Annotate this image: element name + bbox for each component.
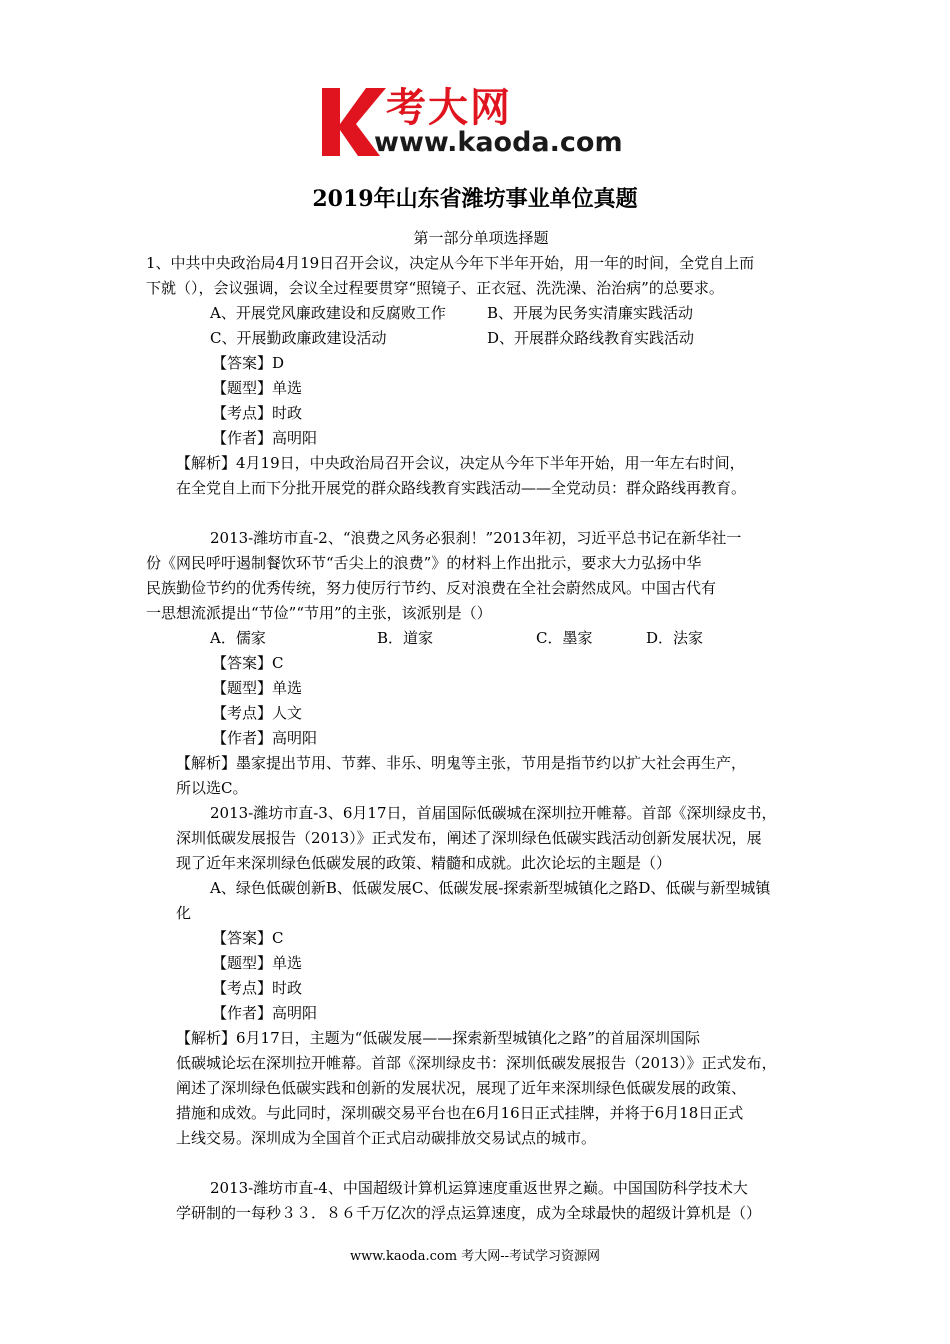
q4-stem-line: 学研制的一每秒３３．８６千万亿次的浮点运算速度，成为全球最快的超级计算机是（） [176, 1204, 762, 1222]
q2-stem-line: 2013-潍坊市直-2、“浪费之风务必狠刹！”2013年初，习近平总书记在新华社一 [210, 529, 742, 547]
q1-answer: 【答案】D [212, 354, 285, 372]
q1-author: 【作者】高明阳 [212, 429, 318, 447]
q1-option-d: D、开展群众路线教育实践活动 [487, 329, 695, 347]
q2-stem-line: 份《网民呼吁遏制餐饮环节“舌尖上的浪费”》的材料上作出批示，要求大力弘扬中华 [146, 554, 702, 572]
logo-url-text: www.kaoda.com [374, 127, 623, 158]
q1-type: 【题型】单选 [212, 379, 303, 397]
q3-analysis-line: 【解析】6月17日，主题为“低碳发展——探索新型城镇化之路”的首届深圳国际 [176, 1029, 700, 1047]
q2-type: 【题型】单选 [212, 679, 303, 697]
section-heading: 第一部分单项选择题 [413, 229, 549, 247]
q1-option-c: C、开展勤政廉政建设活动 [210, 329, 387, 347]
q3-stem-line: 2013-潍坊市直-3、6月17日，首届国际低碳城在深圳拉开帷幕。首部《深圳绿皮书， [210, 804, 777, 822]
q4-stem-line: 2013-潍坊市直-4、中国超级计算机运算速度重返世界之巅。中国国防科学技术大 [210, 1179, 748, 1197]
q3-answer: 【答案】C [212, 929, 284, 947]
kaoda-logo [318, 84, 638, 164]
q1-option-b: B、开展为民务实清廉实践活动 [487, 304, 694, 322]
q2-point: 【考点】人文 [212, 704, 303, 722]
q2-stem-line: 一思想流派提出“节俭”“节用”的主张，该派别是（） [146, 604, 492, 622]
q3-options-line: 化 [176, 904, 192, 922]
q2-stem-line: 民族勤俭节约的优秀传统，努力使厉行节约、反对浪费在全社会蔚然成风。中国古代有 [146, 579, 717, 597]
q3-author: 【作者】高明阳 [212, 1004, 318, 1022]
q3-stem-line: 深圳低碳发展报告（2013）》正式发布，阐述了深圳绿色低碳实践活动创新发展状况，展 [176, 829, 762, 847]
q3-analysis-line: 措施和成效。与此同时，深圳碳交易平台也在6月16日正式挂牌，并将于6月18日正式 [176, 1104, 744, 1122]
q1-analysis-line: 【解析】4月19日，中央政治局召开会议，决定从今年下半年开始，用一年左右时间， [176, 454, 745, 472]
page-title: 2019年山东省潍坊事业单位真题 [312, 186, 638, 212]
q2-analysis-line: 【解析】墨家提出节用、节葬、非乐、明鬼等主张，节用是指节约以扩大社会再生产， [176, 754, 747, 772]
q3-analysis-line: 上线交易。深圳成为全国首个正式启动碳排放交易试点的城市。 [176, 1129, 597, 1147]
q1-stem-line: 1、中共中央政治局4月19日召开会议，决定从今年下半年开始，用一年的时间，全党自上而 [146, 254, 755, 272]
q3-stem-line: 现了近年来深圳绿色低碳发展的政策、精髓和成就。此次论坛的主题是（） [176, 854, 672, 872]
q1-options-row [146, 326, 816, 351]
q3-point: 【考点】时政 [212, 979, 303, 997]
q3-options-line: A、绿色低碳创新B、低碳发展C、低碳发展-探索新型城镇化之路D、低碳与新型城镇 [210, 879, 771, 897]
q2-option-b: B．道家 [377, 629, 434, 647]
q2-options-row [146, 626, 816, 651]
q1-options-row [146, 301, 816, 326]
q1-option-a: A、开展党风廉政建设和反腐败工作 [210, 304, 446, 322]
q2-answer: 【答案】C [212, 654, 284, 672]
document-body [146, 226, 816, 1226]
q2-option-a: A．儒家 [210, 629, 266, 647]
q3-analysis-line: 低碳城论坛在深圳拉开帷幕。首部《深圳绿皮书：深圳低碳发展报告（2013）》正式发布， [176, 1054, 777, 1072]
q1-stem-line: 下就（），会议强调，会议全过程要贯穿“照镜子、正衣冠、洗洗澡、治治病”的总要求。 [146, 279, 724, 297]
q3-type: 【题型】单选 [212, 954, 303, 972]
q3-analysis-line: 阐述了深圳绿色低碳实践和创新的发展状况，展现了近年来深圳绿色低碳发展的政策、 [176, 1079, 747, 1097]
q1-analysis-line: 在全党自上而下分批开展党的群众路线教育实践活动——全党动员：群众路线再教育。 [176, 479, 747, 497]
page-footer: www.kaoda.com 考大网--考试学习资源网 [350, 1249, 600, 1264]
q1-point: 【考点】时政 [212, 404, 303, 422]
logo-brand-text: 考大网 [386, 85, 512, 131]
q2-option-c: C．墨家 [536, 629, 593, 647]
spacer [146, 1151, 816, 1176]
q2-analysis-line: 所以选C。 [176, 779, 248, 797]
spacer [146, 501, 816, 526]
q2-option-d: D．法家 [646, 629, 704, 647]
q2-author: 【作者】高明阳 [212, 729, 318, 747]
